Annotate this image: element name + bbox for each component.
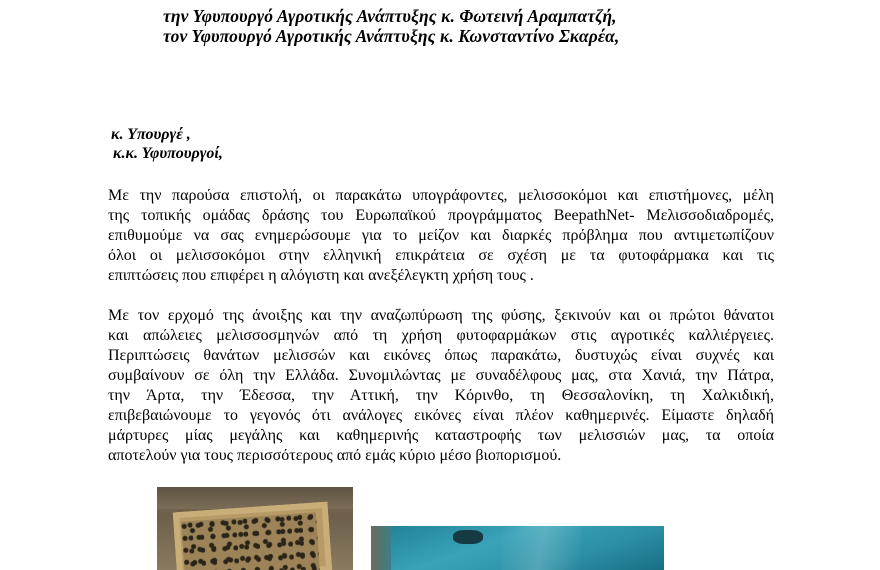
- recipient-line-2: τον Υφυπουργό Αγροτικής Ανάπτυξης κ. Κωνσταντίνο Σκαρέα,: [163, 26, 620, 46]
- dead-bees-tarp-photo: [371, 526, 664, 570]
- paragraph-line: αποτελούν για τους περισσότερους από εμάς κύριο μέσο βιοπορισμού.: [108, 447, 562, 464]
- tarp-fold: [501, 526, 581, 570]
- paragraph-line: μάρτυρες μίας μεγάλης και καθημερινής καταστροφής των μελισσιών μας, τα οποία: [108, 427, 774, 444]
- paragraph-line: όλοι οι μελισσοκόμοι στην ελληνική επικράτεια σε σχέση με τα φυτοφάρμακα και τις: [108, 247, 774, 264]
- salutation-deputies: κ.κ. Υφυπουργοί,: [113, 145, 223, 162]
- paragraph-line: επιπτώσεις που επιφέρει η αλόγιστη και ανεξέλεγκτη χρήση τους .: [108, 267, 534, 284]
- paragraph-line: και απώλειες μελισσοσμηνών από τη χρήση φυτοφαρμάκων στις αγροτικές καλλιέργειες.: [108, 327, 774, 344]
- paragraph-line: Με την παρούσα επιστολή, οι παρακάτω υπογράφοντες, μελισσοκόμοι και επιστήμονες, μέλη: [108, 187, 774, 204]
- tarp-edge: [371, 526, 391, 570]
- paragraph-line: Περιπτώσεις θανάτων μελισσών και εικόνες όπως παρακάτω, δυστυχώς είναι συχνές και: [108, 347, 774, 364]
- tarp-spot: [453, 530, 483, 544]
- paragraph-line: επιβεβαιώνουμε το γεγονός ότι ανάλογες εικόνες είναι πλέον καθημερινές. Είμαστε δηλαδή: [108, 407, 774, 424]
- paragraph-line: της τοπικής ομάδας δράσης του Ευρωπαϊκού προγράμματος BeepathNet- Μελισσοδιαδρομές,: [108, 207, 774, 224]
- recipient-line-1: την Υφυπουργό Αγροτικής Ανάπτυξης κ. Φωτεινή Αραμπατζή,: [163, 6, 617, 26]
- paragraph-line: Με τον ερχομό της άνοιξης και την αναζωπύρωση της φύσης, ξεκινούν και οι πρώτοι θάνατοι: [108, 307, 774, 324]
- paragraph-line: την Άρτα, την Έδεσσα, την Αττική, την Κόρινθο, τη Θεσσαλονίκη, τη Χαλκιδική,: [108, 387, 774, 404]
- dead-bees-hive-photo: [157, 487, 353, 570]
- hive-interior: [181, 512, 320, 570]
- salutation-minister: κ. Υπουργέ ,: [111, 126, 191, 143]
- paragraph-line: συμβαίνουν σε όλη την Ελλάδα. Συνομιλώντας με συναδέλφους μας, στα Χανιά, την Πάτρα,: [108, 367, 774, 384]
- paragraph-line: επιθυμούμε να σας ενημερώσουμε για το μείζον και διαρκές πρόβλημα που αντιμετωπίζουν: [108, 227, 774, 244]
